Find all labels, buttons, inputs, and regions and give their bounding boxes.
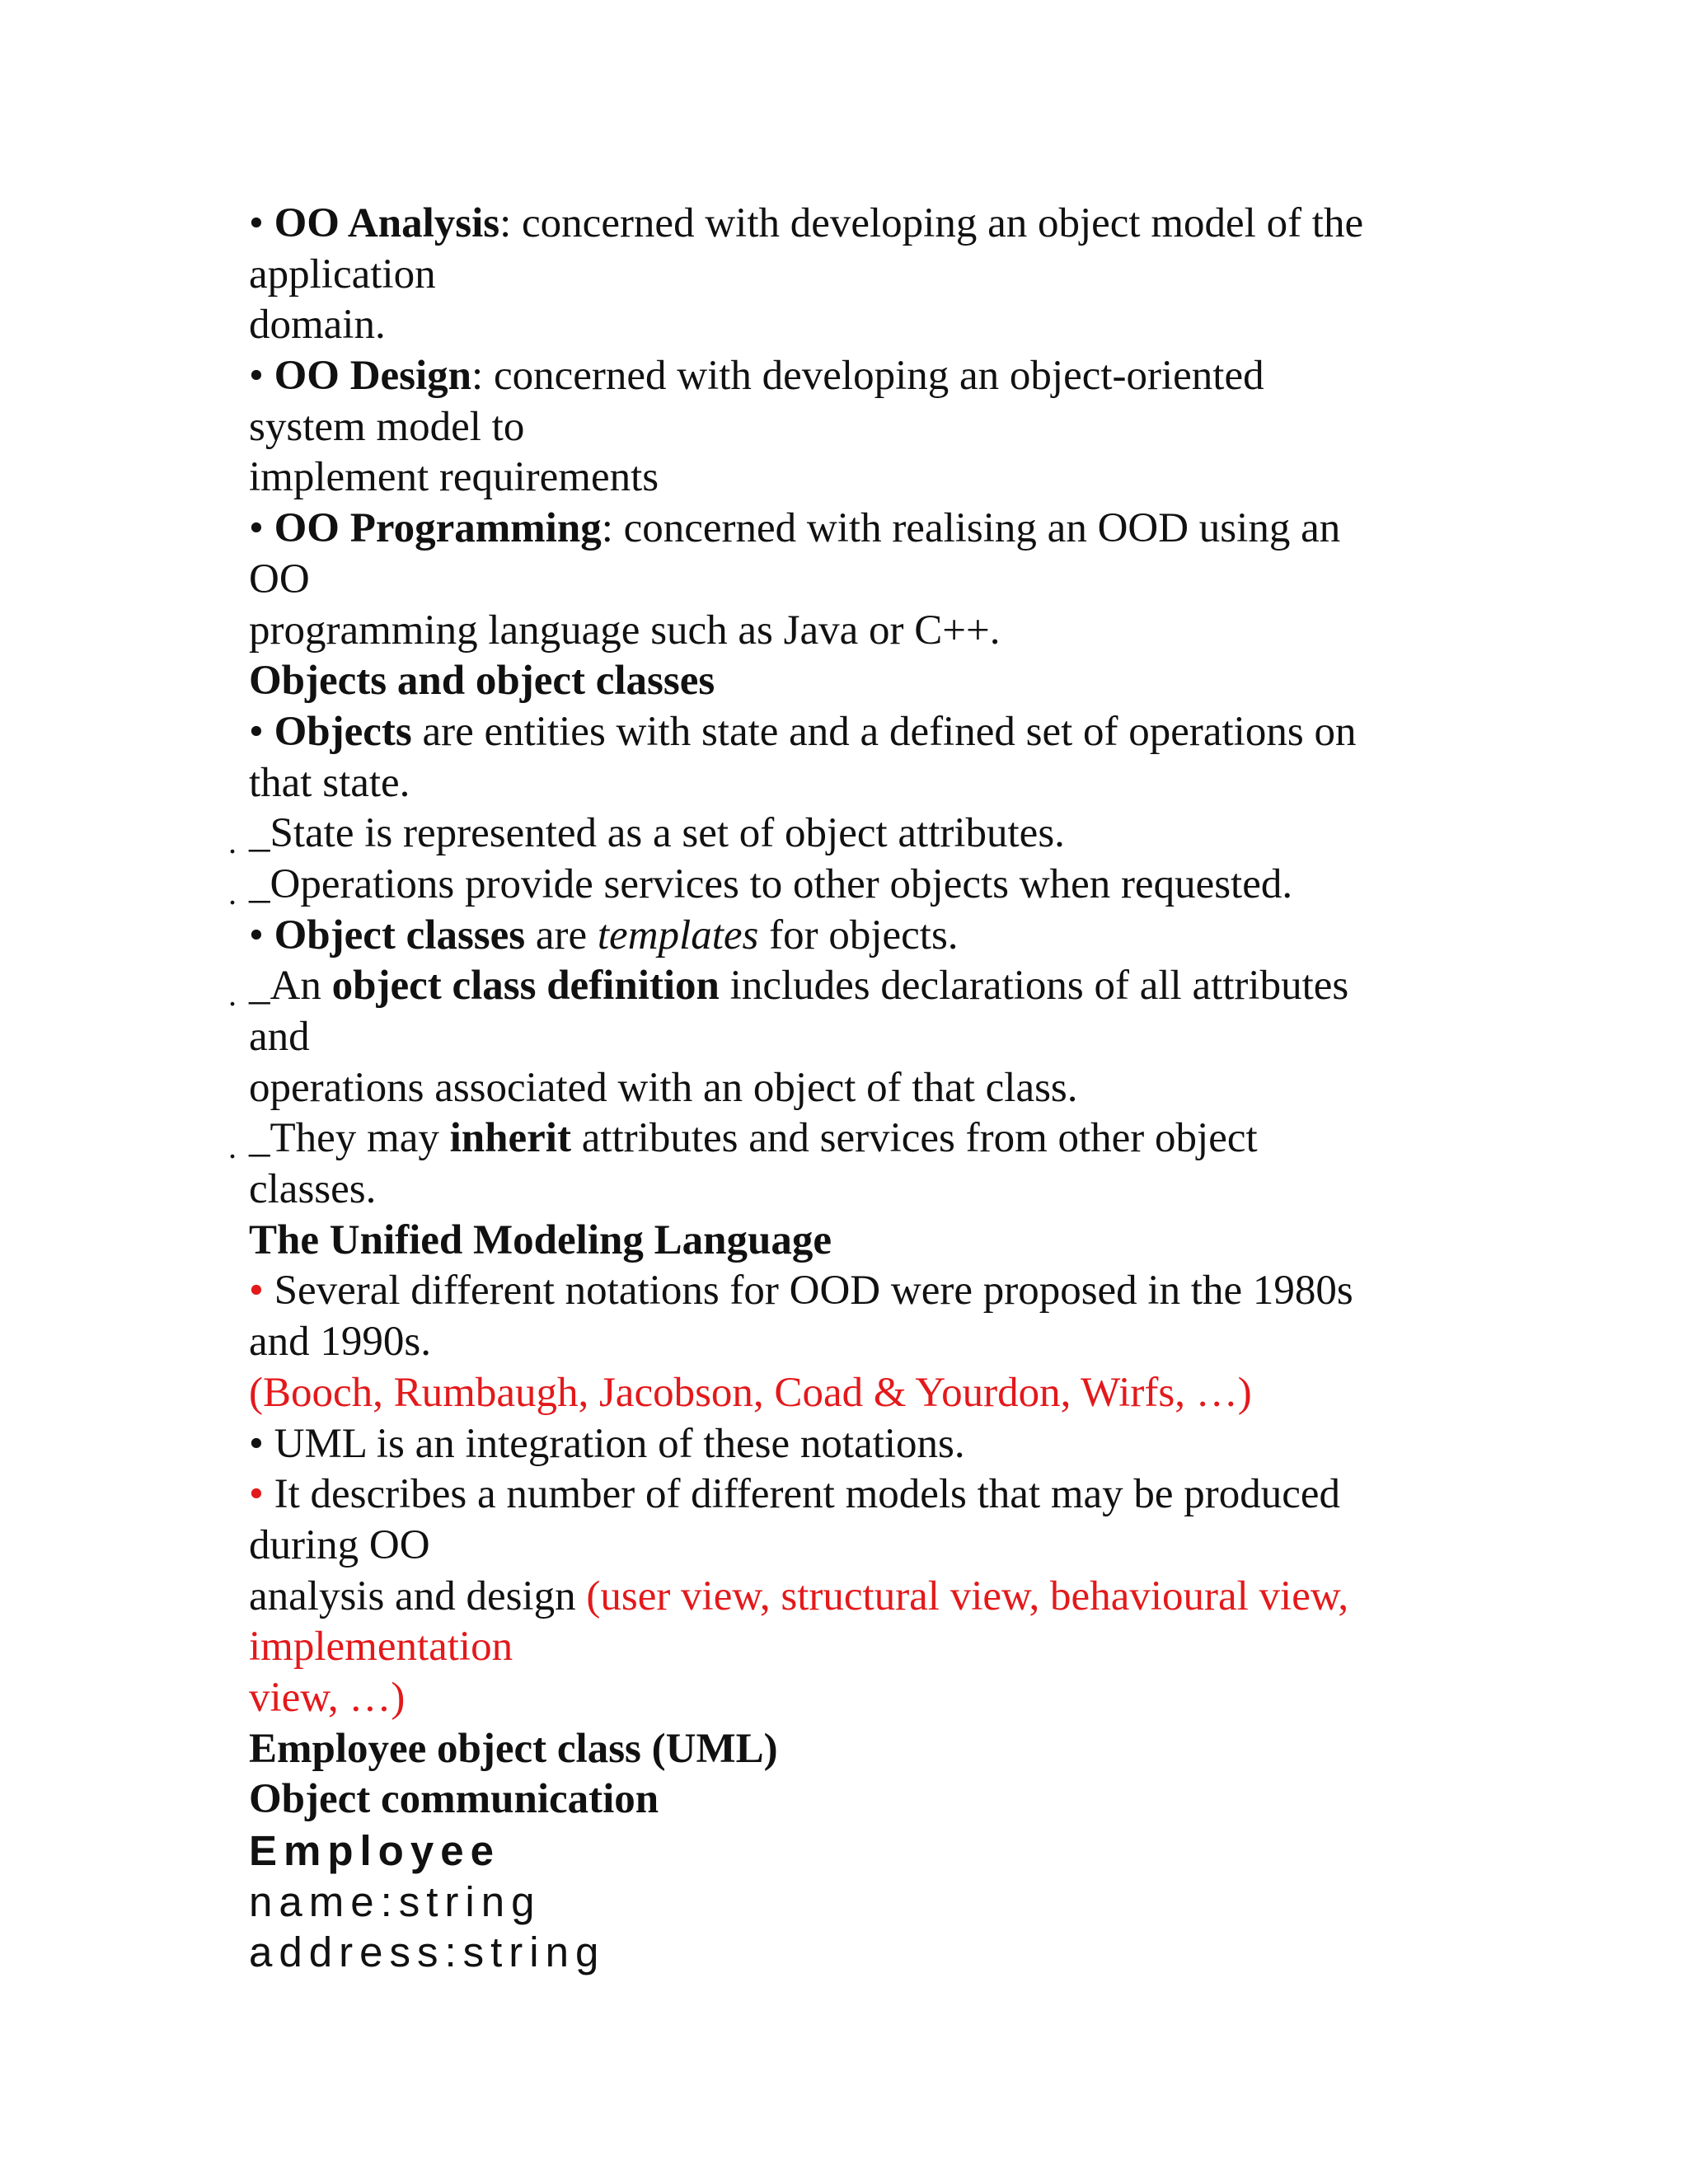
heading-text: Object communication	[249, 1776, 659, 1823]
sub-item-operations	[228, 860, 1485, 912]
text-line: and	[249, 1014, 310, 1060]
text-line: and 1990s.	[249, 1319, 431, 1366]
object-classes-mid: are	[525, 912, 598, 958]
class-definition-term: object class definition	[331, 963, 720, 1010]
bullet: •	[249, 505, 264, 552]
sub-bullet-dot: .	[228, 1128, 237, 1166]
red-bullet: •	[249, 1471, 264, 1518]
sub-item-inherit	[228, 1113, 1485, 1166]
sub-bullet-dot: .	[228, 823, 237, 861]
text-line: domain.	[249, 302, 386, 349]
section-heading-uml	[249, 1216, 1485, 1267]
heading-text: Employee object class (UML)	[249, 1725, 778, 1772]
notations-text: Several different notations for OOD were proposed in the 1980s	[263, 1268, 1353, 1315]
text-line: that state.	[249, 759, 410, 806]
bullet: •	[249, 353, 264, 400]
bullet: •	[249, 1420, 264, 1467]
text-line: OO	[249, 555, 310, 602]
uml-integration-text: UML is an integration of these notations.	[263, 1420, 965, 1467]
sub-item-pre: _They may	[249, 1115, 450, 1162]
bullet: •	[249, 200, 264, 246]
text-line: application	[249, 251, 436, 298]
oo-programming-text: : concerned with realising an OOD using an	[601, 505, 1341, 552]
authors-line: (Booch, Rumbaugh, Jacobson, Coad & Yourdon, Wirfs, …)	[249, 1369, 1252, 1416]
text-line: programming language such as Java or C++.	[249, 607, 1001, 654]
section-heading-objects	[249, 656, 1485, 707]
inherit-term: inherit	[449, 1115, 571, 1162]
oo-analysis-term: OO Analysis	[274, 200, 500, 246]
sub-item-class-definition	[228, 961, 1485, 1014]
models-line	[249, 1469, 1485, 1521]
objects-text: are entities with state and a defined set of operations on	[411, 708, 1357, 755]
oo-analysis-line	[249, 199, 1485, 250]
uml-attribute-name: name:string	[249, 1877, 542, 1925]
text-line: implementation	[249, 1624, 513, 1671]
views-red-text: (user view, structural view, behavioural view,	[586, 1572, 1349, 1619]
notations-line	[249, 1266, 1485, 1317]
oo-analysis-text: : concerned with developing an object model of the	[499, 200, 1364, 246]
uml-integration-line	[249, 1419, 1485, 1470]
models-text: It describes a number of different models that may be produced	[263, 1471, 1341, 1518]
oo-programming-term: OO Programming	[274, 505, 602, 552]
objects-line	[249, 707, 1485, 758]
sub-item-pre: _An	[249, 963, 332, 1010]
sub-item-text: attributes and services from other object	[570, 1115, 1258, 1162]
section-heading-employee	[249, 1724, 1485, 1775]
heading-text: Objects and object classes	[249, 658, 715, 705]
views-line	[249, 1572, 1485, 1623]
sub-bullet-dot: .	[228, 874, 237, 912]
sub-item-text: _Operations provide services to other objects when requested.	[249, 860, 1293, 907]
text-line: during OO	[249, 1521, 430, 1568]
oo-programming-line	[249, 504, 1485, 555]
sub-item-text: includes declarations of all attributes	[719, 963, 1349, 1010]
document-body	[228, 199, 1485, 1978]
sub-bullet-dot: .	[228, 976, 237, 1014]
sub-item-text: _State is represented as a set of object attributes.	[249, 810, 1065, 857]
text-line: view, …)	[249, 1674, 406, 1721]
oo-design-text: : concerned with developing an object-oriented	[471, 353, 1264, 400]
views-text: analysis and design	[249, 1572, 587, 1619]
uml-attribute-address: address:string	[249, 1929, 606, 1976]
uml-class-name: Employee	[249, 1827, 500, 1874]
text-line: implement requirements	[249, 454, 659, 501]
oo-design-line	[249, 351, 1485, 402]
text-line: classes.	[249, 1166, 377, 1213]
object-classes-term: Object classes	[274, 912, 526, 958]
text-line: system model to	[249, 403, 525, 450]
oo-design-term: OO Design	[274, 353, 472, 400]
heading-text: The Unified Modeling Language	[249, 1216, 832, 1263]
bullet: •	[249, 912, 264, 958]
templates-italic: templates	[597, 912, 759, 958]
red-bullet: •	[249, 1268, 264, 1315]
section-heading-communication	[249, 1774, 1485, 1825]
object-classes-text: for objects.	[758, 912, 959, 958]
object-classes-line	[249, 911, 1485, 962]
sub-item-state	[228, 808, 1485, 861]
bullet: •	[249, 708, 264, 755]
objects-term: Objects	[274, 708, 412, 755]
text-line: operations associated with an object of that class.	[249, 1064, 1078, 1111]
